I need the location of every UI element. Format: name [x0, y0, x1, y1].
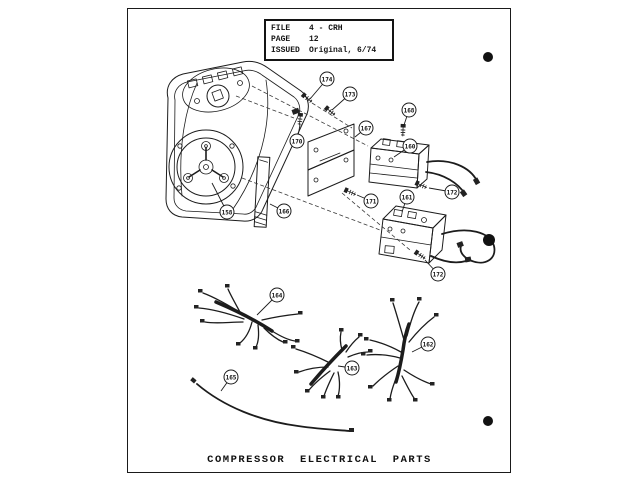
issued-label: ISSUED	[271, 46, 300, 55]
callout-164	[257, 288, 284, 315]
screw	[414, 250, 427, 261]
registration-marks	[483, 52, 495, 426]
callout-label: 163	[346, 365, 358, 373]
registration-dot	[483, 234, 495, 246]
callout-163	[338, 361, 359, 375]
bearing-plate	[169, 130, 243, 204]
page-label: PAGE	[271, 35, 291, 44]
callout-label: 171	[365, 198, 377, 206]
callout-label: 165	[225, 374, 237, 382]
callout-label: 172	[446, 189, 458, 197]
callout-172-a	[429, 185, 459, 199]
callout-label: 174	[321, 76, 333, 84]
screw	[324, 105, 336, 117]
callout-label: 172	[432, 271, 444, 279]
callout-label: 164	[271, 292, 283, 300]
mounting-screws	[291, 92, 427, 260]
registration-dot	[483, 52, 493, 62]
callout-label: 173	[344, 91, 356, 99]
issued-value: Original, 6/74	[309, 46, 377, 55]
callout-173	[332, 87, 357, 110]
assembly-dashed-lines	[236, 86, 410, 250]
callout-165	[221, 370, 238, 391]
registration-dot	[483, 416, 493, 426]
callouts	[212, 72, 459, 391]
screw	[297, 113, 303, 125]
wire-harness-2	[291, 328, 373, 399]
callout-166	[270, 204, 291, 218]
terminal-cover-strip	[254, 157, 270, 228]
callout-162	[412, 337, 435, 352]
screw	[400, 124, 405, 136]
callout-172-b	[425, 260, 445, 281]
callout-label: 162	[422, 341, 434, 349]
relay-lower	[379, 206, 494, 263]
callout-174	[310, 72, 334, 99]
callout-label: 166	[278, 208, 290, 216]
callout-label: 167	[360, 125, 372, 133]
terminal-cluster	[178, 61, 254, 118]
wire-harness-1	[194, 284, 303, 350]
callout-171	[357, 194, 378, 208]
screw	[344, 187, 357, 197]
compressor-housing	[166, 61, 308, 221]
callout-167	[355, 121, 373, 137]
callout-label: 168	[403, 107, 415, 115]
callout-158	[212, 183, 234, 219]
file-label: FILE	[271, 24, 291, 33]
single-lead-wire	[190, 377, 354, 432]
callout-label: 161	[401, 194, 413, 202]
callout-label: 170	[291, 138, 303, 146]
callout-label: 160	[404, 143, 416, 151]
callout-label: 158	[221, 209, 233, 217]
page-title: COMPRESSOR ELECTRICAL PARTS	[207, 454, 432, 466]
callout-168	[402, 103, 416, 125]
page-value: 12	[309, 35, 319, 44]
file-value: 4 - CRH	[309, 24, 343, 33]
